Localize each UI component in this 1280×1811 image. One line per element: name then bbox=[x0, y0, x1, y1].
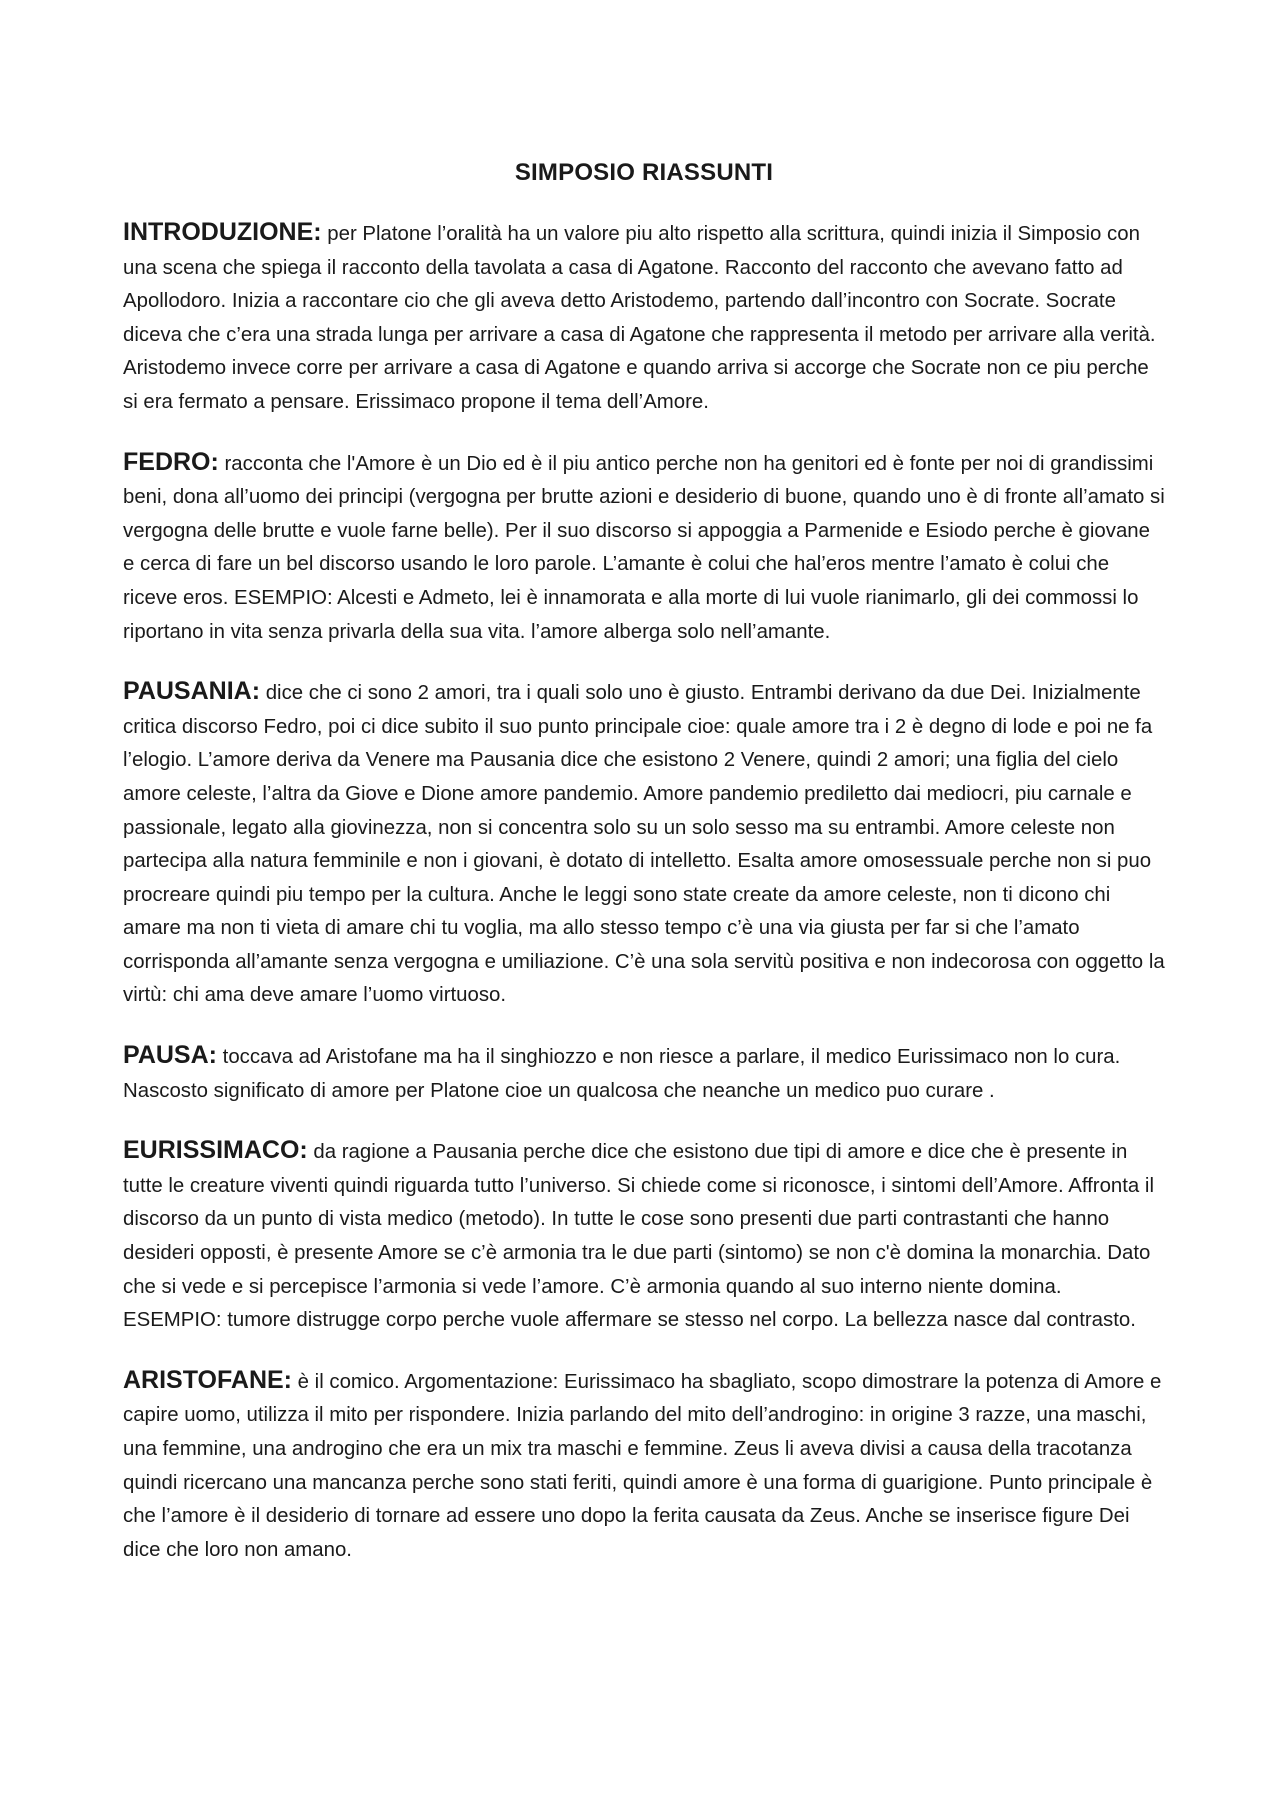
section-aristofane bbox=[123, 1364, 1165, 1568]
section-heading: INTRODUZIONE: bbox=[123, 218, 322, 246]
section-text: per Platone l’oralità ha un valore piu alto rispetto alla scrittura, quindi inizia il Simposio con una scena che spiega il racconto della tavolata a casa di Agatone. Racconto del racconto che avevano fatto ad Apollodoro. Inizia a raccontare cio che gli aveva detto Aristodemo, partendo dall’incontro con Socrate. Socrate diceva che c’era una strada lunga per arrivare a casa di Agatone che rappresenta il metodo per arrivare alla verità. Aristodemo invece corre per arrivare a casa di Agatone e quando arriva si accorge che Socrate non ce piu perche si era fermato a pensare. Erissimaco propone il tema dell’Amore. bbox=[123, 223, 1156, 413]
document-title: SIMPOSIO RIASSUNTI bbox=[514, 159, 774, 186]
section-heading: PAUSANIA: bbox=[123, 677, 261, 706]
section-fedro bbox=[123, 446, 1165, 650]
section-text: dice che ci sono 2 amori, tra i quali solo uno è giusto. Entrambi derivano da due Dei. Inizialmente critica discorso Fedro, poi ci dice subito il suo punto principale cioe: quale amore tra i 2 è degno di lode e poi ne fa l’elogio. L’amore deriva da Venere ma Pausania dice che esistono 2 Venere, quindi 2 amori; una figlia del cielo amore celeste, l’altra da Giove e Dione amore pandemio. Amore pandemio prediletto dai mediocri, piu carnale e passionale, legato alla giovinezza, non si concentra solo su un solo sesso ma su entrambi. Amore celeste non partecipa alla natura femminile e non i giovani, è dotato di intelletto. Esalta amore omosessuale perche non si puo procreare quindi piu tempo per la cultura. Anche le leggi sono state create da amore celeste, non ti dicono chi amare ma non ti vieta di amare chi tu voglia, ma allo stesso tempo c’è una via giusta per far si che l’amato corrisponda all’amante senza vergogna e umiliazione. C’è una sola servitù positiva e non indecorosa con oggetto la virtù: chi ama deve amare l’uomo virtuoso. bbox=[123, 682, 1165, 1007]
section-heading: ARISTOFANE: bbox=[123, 1365, 292, 1394]
section-text: è il comico. Argomentazione: Eurissimaco ha sbagliato, scopo dimostrare la potenza di Amore e capire uomo, utilizza il mito per rispondere. Inizia parlando del mito dell’androgino: in origine 3 razze, una maschi, una femmine, una androgino che era un mix tra maschi e femmine. Zeus li aveva divisi a causa della tracotanza quindi ricercano una mancanza perche sono stati feriti, quindi amore è una forma di guarigione. Punto principale è che l’amore è il desiderio di tornare ad essere uno dopo la ferita causata da Zeus. Anche se inserisce figure Dei dice che loro non amano. bbox=[123, 1370, 1162, 1561]
section-text: da ragione a Pausania perche dice che esistono due tipi di amore e dice che è presente in tutte le creature viventi quindi riguarda tutto l’universo. Si chiede come si riconosce, i sintomi dell’Amore. Affronta il discorso da un punto di vista medico (metodo). In tutte le cose sono presenti due parti contrastanti che hanno desideri opposti, è presente Amore se c’è armonia tra le due parti (sintomo) se non c'è domina la monarchia. Dato che si vede e si percepisce l’armonia si vede l’amore. C’è armonia quando al suo interno niente domina. ESEMPIO: tumore distrugge corpo perche vuole affermare se stesso nel corpo. La bellezza nasce dal contrasto. bbox=[123, 1141, 1154, 1332]
section-heading: EURISSIMACO: bbox=[123, 1136, 308, 1165]
section-heading: FEDRO: bbox=[123, 447, 219, 476]
section-text: racconta che l'Amore è un Dio ed è il piu antico perche non ha genitori ed è fonte per noi di grandissimi beni, dona all’uomo dei principi (vergogna per brutte azioni e desiderio di buone, quando uno è di fronte all’amato si vergogna delle brutte e vuole farne belle). Per il suo discorso si appoggia a Parmenide e Esiodo perche è giovane e cerca di fare un bel discorso usando le loro parole. L’amante è colui che hal’eros mentre l’amato è colui che riceve eros. ESEMPIO: Alcesti e Admeto, lei è innamorata e alla morte di lui vuole rianimarlo, gli dei commossi lo riportano in vita senza privarla della sua vita. l’amore alberga solo nell’amante. bbox=[123, 452, 1165, 643]
section-eurissimaco bbox=[123, 1134, 1165, 1338]
section-pausania bbox=[123, 675, 1165, 1013]
section-pausa bbox=[123, 1039, 1165, 1108]
section-text: toccava ad Aristofane ma ha il singhiozzo e non riesce a parlare, il medico Eurissimaco non lo cura. Nascosto significato di amore per Platone cioe un qualcosa che neanche un medico puo curare . bbox=[123, 1046, 1121, 1102]
section-heading: PAUSA: bbox=[123, 1041, 217, 1070]
section-introduzione bbox=[123, 216, 1165, 420]
